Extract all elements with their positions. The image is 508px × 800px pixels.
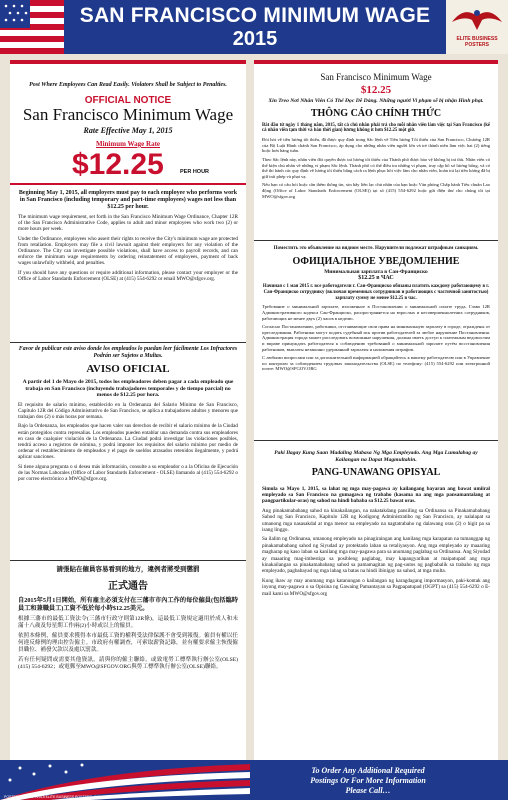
chinese-title: 正式通告 — [108, 581, 148, 592]
spanish-paragraph: Bajo la Ordenanza, los empleados que hacen valer sus derechos de recibir el salario mínimo de la Ciudad están protegidos contra represalias. Los empleados pueden entablar una demanda contra sus empleadores en caso de cualquier violación de la Ordenanza. La Ciudad podrá investigar las violaciones posibles, tendrá acceso a registros de nómina, y podrá imponer los requisitos del salario mínimo por medio de ordenar el restablecimiento de empleados y el pago de sueldos atrasados retenidos ilegalmente, y podrá aplicar sanciones. — [18, 423, 238, 461]
russian-paragraph: Согласно Постановлению, работники, отстаивающие свои права на минимальную зарплату в городе, ограждены от преследования. Работники могут подать судебный иск против работодателей за любое нарушение Постановления. Администрация города может расследовать возможные нарушения, должна иметь доступ к платежным ведомостям и вправе принуждать работодателя к соблюдению требований о минимальной зарплате путём восстановления работников, выплаты незаконно удержанной зарплаты и наложения штрафов. — [262, 324, 490, 352]
russian-warning: Поместить это объявление на видном месте. Нарушители подлежат штрафным санкциям. — [273, 246, 479, 251]
spanish-paragraph: Si tiene alguna pregunta o si desea más información, consulte a su empleador o a la Oficina de Ejecución de las Normas Laborales (Office of Labor Standards Enforcement - OLSE) llamando al (415) 554-6292 o por correo electrónico a MWO@sfgov.org. — [18, 463, 238, 483]
filipino-paragraph: Sa ilalim ng Ordinansa, umanong empleyado na pinagiraingan ang kanilang mga karapatan na tumanggap ng pinakamababang sahod ng Siyudad ay protektado laban sa retaliyasyon. Ang mga empleyado ay maaaring magharap ng kaso laban sa kanilang mga may-pagawa para sa anumang paglabag sa Ordinansa. Ang Siyudad ay maaaring mag-imbestiga sa posibleng paglabag, may kapangyarihan at maipatupad ang mga kinakailangan sa pinakamababang sahod sa pamamagitan ng pag-uutos ng pagbabalik sa trabaho ng mga empleyado, pagbabayad ng mga labag sa batas na hindi ibinigay na sahod, at mga multa. — [262, 536, 490, 575]
russian-paragraph: С любыми вопросами или за дополнительной информацией обращайтесь к вашему работодателю или в Управление по контролю за соблюдением трудовых законодательства (OLSE) по телефону: (415) 554-6292 или электронной почте: MWO@SFGOV.ORG — [262, 355, 490, 372]
minimum-wage-rate: $12.25 — [72, 148, 164, 181]
russian-lead: Начиная с 1 мая 2015 г. все работодатели г. Сан-Франциско обязаны платить каждому работающему в г. Сан-Франциско сотруднику (включая временных сотрудников и работающих с частичной занятостью) зарплату сумму не менее $12.25 в час. — [262, 284, 490, 301]
per-hour-label: PER HOUR — [180, 169, 210, 175]
russian-subheading: Минимальная зарплата в Сан-Франциско — [324, 269, 428, 275]
spanish-paragraph: El requisito de salario mínimo, establecido en la Ordenanza del Salario Mínimo de San Francisco, Capítulo 12R del Código Administrativo de San Francisco, se aplica a trabajadores adultos y menores que trabajan dos (2) o más horas por semana. — [18, 401, 238, 421]
vietnamese-section — [254, 60, 498, 241]
english-paragraph: Under the Ordinance, employees who assert their rights to receive the City's minimum wage are protected from retaliation. Employers may file a civil lawsuit against their employers for any violation of the Ordinance. The City can investigate possible violations, shall have access to payroll records, and can enforce the minimum wage requirements by ordering reinstatement of employees, payment of back wages unlawfully withheld, and penalties. — [18, 235, 238, 267]
chinese-lead: 自2015年5月1日開始，所有雇主必須支付在三藩市市內工作的每位僱員(包括臨時員工和兼職員工)工資不低於每小時$12.25美元。 — [18, 597, 238, 612]
russian-paragraph: Требование о минимальной зарплате, изложенное в Постановлении о минимальной оплате труда, Глава 12R Административного кодекса Сан-Франциско, распространяется на взрослых и несовершеннолетних сотрудников, работающих не менее двух (2) часов в неделю. — [262, 304, 490, 321]
filipino-heading: PANG-UNAWANG OPISYAL — [311, 466, 441, 478]
english-warning: Post Where Employees Can Read Easily. Violators Shall be Subject to Penalties. — [29, 82, 227, 88]
poster-year: 2015 — [232, 28, 278, 50]
vietnamese-rate: $12.25 — [360, 84, 392, 96]
chinese-paragraph: 依照本條例，僱員要求獲得本市最低工資的權利受法律保護不會受到報復。僱員有權以任何違反條例的理由控告僱主。市政府有權調查，可索取薪資記錄，並有權要求僱主恢復僱員職位、補發欠款以及處以罰款。 — [18, 633, 238, 653]
vietnamese-warning: Xin Treo Nơi Nhân Viên Có Thể Đọc Dễ Dàng. Những người Vi phạm sẽ bị nhận Hình phạt. — [268, 98, 484, 104]
russian-rate: $12.25 в ЧАС — [358, 275, 394, 281]
spanish-title: AVISO OFICIAL — [86, 363, 170, 375]
filipino-section — [254, 440, 498, 760]
vietnamese-lead: Bắt đầu từ ngày 1 tháng năm, 2015, tất cả chủ nhân phải trả cho mỗi nhân viên làm việc tại San Francisco (kể cả nhân viên tạm thời và bán thời gian) lương không ít hơn $12.25 một giờ. — [262, 122, 490, 134]
russian-heading: ОФИЦИАЛЬНОЕ УВЕДОМЛЕНИЕ — [292, 256, 460, 267]
red-rule — [10, 183, 246, 185]
logo-text: ELITE BUSINESS POSTERS — [456, 36, 498, 48]
english-section — [10, 60, 246, 343]
left-column — [10, 60, 246, 760]
rate-label: Minimum Wage Rate — [95, 140, 161, 148]
russian-section — [254, 240, 498, 441]
footer-banner — [0, 760, 508, 800]
poster-title: SAN FRANCISCO MINIMUM WAGE — [79, 4, 431, 27]
english-paragraph: If you should have any questions or require additional information, please contact your employer or the Office of Labor Standards Enforcement (OLSE) at (415) 554-6292 or email MWO@sfgov.org. — [18, 269, 238, 282]
spanish-warning: Favor de publicar este aviso donde los empleados lo puedan leer fácilmente Los Infractores Podrán ser Sujetos a Multas. — [18, 346, 238, 359]
order-info — [258, 766, 478, 796]
filipino-paragraph: Ang pinakamababang sahod na kinakailangan, na nakatakdang pansiling sa Ordinansa sa Pinakamababang Sahod ng San Francisco, Kapitulo 12R ng Kodigong Administratibo ng San Francisco, ay nalalapat sa umanong mga nasasakdal at mga menor na empleyado na nagtatrabaho ng dalawang oras (2) o higit pa sa isang linggo. — [262, 507, 490, 534]
header-banner — [0, 0, 508, 54]
chinese-warning: 請張貼在僱員容易看到的地方，違例者將受到懲罰 — [56, 566, 200, 573]
flag-stripes-graphic — [0, 760, 250, 800]
spanish-section — [10, 342, 246, 561]
english-title: San Francisco Minimum Wage — [22, 105, 234, 124]
effective-date: Rate Effective May 1, 2015 — [83, 126, 173, 135]
spanish-lead: A partir del 1 de Mayo de 2015, todos los empleadores deben pagar a cada empleado que trabaja en San Francisco (incluyendo trabajadores temporales y de tiempo parcial) no menos de $12.25 por hora. — [22, 379, 234, 399]
us-flag-graphic — [0, 0, 64, 54]
filipino-paragraph: Kung ikaw ay may anumang mga katanungan o kailangan ng karagdagang impormasyon, paki-kontak ang inyong may-pagawa o sa Opisina ng Gawaing Pamantayan sa Pagpapatupad (OGPT) sa (415) 554-6292 o E-mail kami sa MWO@sfgov.org — [262, 577, 490, 597]
vietnamese-paragraph: Đòi hỏi về tiền lương tối thiểu, đã được quy định trong Sắc lệnh về Tiền lương Tối thiểu của San Francisco, Chương 12R của Bộ Luật Hành chánh San Francisco, áp dụng cho những nhân viên người lớn và trẻ thành niên làm việc hai (2) tiếng hoặc hơn hàng tuần. — [262, 137, 490, 154]
red-rule — [254, 60, 498, 64]
eagle-logo — [446, 0, 508, 54]
order-line: Postings Or For More Information — [310, 776, 426, 785]
order-line: Please Call… — [345, 786, 391, 795]
order-line: To Order Any Additional Required — [311, 766, 425, 775]
copyright-text: POSTER SHEETS ©2015 ELITE BUSINESS POSTERS, INC. — [4, 795, 101, 799]
english-lead: Beginning May 1, 2015, all employers must pay to each employee who performs work in San Francisco (including temporary and part-time employees) wages not less than $12.25 per hour. — [18, 190, 238, 210]
red-rule — [10, 60, 246, 64]
vietnamese-title: San Francisco Minimum Wage — [320, 72, 432, 82]
vietnamese-paragraph: Nếu bạn có câu hỏi hoặc cần thêm thông tin, xin hãy liên lạc chủ nhân của bạn hoặc Văn phòng Chấp hành Tiêu chuẩn Lao động (Office of Labor Standards Enforcement (OLSE)) tại số (415) 554-6292 hoặc gửi điện thư cho chúng tôi tại MWO@sfgov.org — [262, 182, 490, 199]
filipino-lead: Simula sa Mayo 1, 2015, sa lahat ng mga may-pagawa ay kailangang bayaran ang bawat umiiral empleyado sa San Francisco na gumagawa ng trabaho (kasama na ang mga pansamantalang at pangpartikular-oras) ng sahod na hindi bababa sa $12.25 bawat oras. — [262, 485, 490, 505]
vietnamese-paragraph: Theo Sắc lệnh này, nhân viên đòi quyền được trả lương tối thiểu của Thành phố được bảo vệ không bị trả thù. Nhân viên có thể kiện chủ nhân về những vi phạm Sắc lệnh. Thành phố có thể điều tra những vi phạm, truy cập hồ sơ lương bổng, và có thể thi hành các quy định về lương tối thiểu bằng cách ra lệnh phục hồi việc làm cho nhân viên, hoàn trả lại tiền lương đã bị giữ trái phép và phạt vạ. — [262, 156, 490, 179]
filipino-warning: Paki Ilagay Kung Saan Madaling Mabasa Ng Mga Empleyado. Ang Mga Lumalabag ay Kailangan na Dapat Magmultahin. — [274, 450, 478, 463]
right-column — [254, 60, 498, 760]
chinese-section — [10, 560, 246, 760]
vietnamese-heading: THÔNG CÁO CHÍNH THỨC — [310, 107, 442, 119]
english-paragraph: The minimum wage requirement, set forth in the San Francisco Minimum Wage Ordinance, Chapter 12R of the San Francisco Administrative Code, applies to adult and minor employees who work two (2) or more hours per week. — [18, 214, 238, 233]
official-notice-label: OFFICIAL NOTICE — [84, 95, 172, 106]
chinese-paragraph: 若有任何疑問或需要其他資訊，請與你的僱主聯絡，或致電勞工標準執行辦公室(OLSE) (415) 554-6292；或電郵至MWO@SFGOV.ORG與勞工標準執行辦公室(OLSE)聯絡。 — [18, 657, 238, 670]
chinese-paragraph: 根據三藩市的最低工資法令(三藩市行政守則第12R條)，這最低工資規定適用於成人和未滿十八歲及每星期工作兩(2)小時或以上的僱員。 — [18, 616, 238, 629]
